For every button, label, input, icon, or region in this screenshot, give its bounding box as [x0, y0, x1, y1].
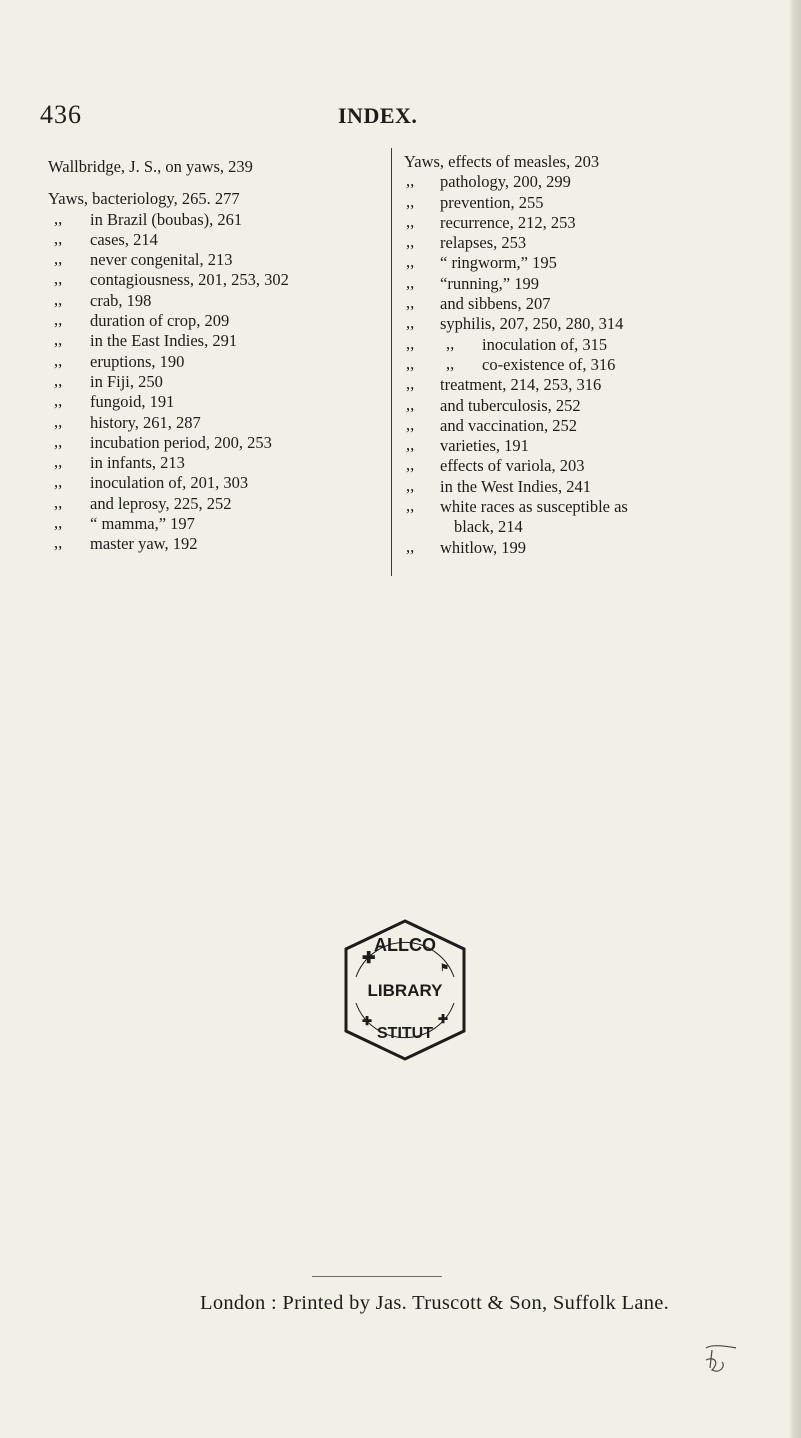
index-entry [404, 193, 784, 213]
index-entry [404, 355, 784, 375]
ditto-mark: ,, [406, 536, 415, 556]
index-entry-text: and tuberculosis, 252 [440, 395, 581, 415]
index-entry [404, 477, 784, 497]
imprint-rule [312, 1276, 442, 1277]
index-entry [48, 157, 388, 177]
sub-sub-entry [440, 355, 615, 374]
running-head: INDEX. [338, 103, 418, 128]
index-entry [48, 189, 388, 209]
column-divider [391, 148, 392, 576]
ditto-mark: ,, [406, 293, 415, 313]
index-entry [404, 416, 784, 436]
index-entry [404, 314, 784, 334]
index-entry [48, 210, 388, 230]
index-entry-text: black, 214 [454, 517, 523, 537]
ditto-mark: ,, [406, 333, 415, 353]
index-entry-text: inoculation of, 315 [482, 334, 608, 354]
index-entry [404, 213, 784, 233]
svg-text:✚: ✚ [362, 950, 376, 967]
index-entry [48, 433, 388, 453]
index-entry-text: recurrence, 212, 253 [440, 212, 576, 232]
ditto-mark: ,, [406, 313, 415, 333]
index-entry [404, 274, 784, 294]
ditto-mark: ,, [406, 374, 415, 394]
index-entry [48, 453, 388, 473]
page-number: 436 [40, 100, 82, 129]
stamp-bottom-arc-text: STITUT [377, 1025, 433, 1042]
index-entry-text: effects of variola, 203 [440, 456, 585, 476]
ditto-mark: ,, [54, 533, 63, 553]
index-entry [48, 514, 388, 534]
index-entry-text: white races as susceptible as [440, 497, 628, 517]
index-entry [404, 335, 784, 355]
index-entry-text: in Brazil (boubas), 261 [90, 209, 243, 229]
ditto-mark: ,, [406, 272, 415, 292]
ditto-mark: ,, [446, 353, 455, 373]
ditto-mark: ,, [54, 370, 63, 390]
index-entry-text: in infants, 213 [90, 453, 185, 473]
index-entry-text: pathology, 200, 299 [440, 172, 571, 192]
ditto-mark: ,, [446, 333, 455, 353]
index-column-left [48, 157, 388, 555]
index-entry [48, 494, 388, 514]
index-entry [404, 436, 784, 456]
pencil-mark [700, 1340, 740, 1380]
index-entry [48, 413, 388, 433]
library-stamp [340, 915, 470, 1065]
index-entry-text: “running,” 199 [440, 273, 539, 293]
index-entry [404, 538, 784, 558]
ditto-mark: ,, [54, 330, 63, 350]
index-entry-text: crab, 198 [90, 290, 152, 310]
index-entry [404, 233, 784, 253]
index-column-right [404, 152, 784, 558]
index-entry-text: relapses, 253 [440, 233, 527, 253]
ditto-mark: ,, [406, 475, 415, 495]
index-entry-text: and sibbens, 207 [440, 294, 551, 314]
ditto-mark: ,, [406, 414, 415, 434]
index-entry [48, 392, 388, 412]
ditto-mark: ,, [406, 455, 415, 475]
index-entry [404, 456, 784, 476]
ditto-mark: ,, [54, 452, 63, 472]
index-entry-text: in Fiji, 250 [90, 371, 163, 391]
index-entry-text: Yaws, bacteriology, 265. 277 [48, 189, 240, 209]
index-entry-text: treatment, 214, 253, 316 [440, 375, 602, 395]
ditto-mark: ,, [54, 249, 63, 269]
index-entry [48, 311, 388, 331]
index-entry-text: contagiousness, 201, 253, 302 [90, 270, 289, 290]
index-entry [404, 396, 784, 416]
ditto-mark: ,, [406, 211, 415, 231]
index-entry-text: fungoid, 191 [90, 392, 175, 412]
ditto-mark: ,, [54, 208, 63, 228]
ditto-mark: ,, [406, 171, 415, 191]
ditto-mark: ,, [406, 353, 415, 373]
index-entry [404, 152, 784, 172]
ditto-mark: ,, [54, 411, 63, 431]
page-edge-shadow [789, 0, 801, 1438]
ditto-mark: ,, [54, 472, 63, 492]
ditto-mark: ,, [54, 513, 63, 533]
index-entry-text: Yaws, effects of measles, 203 [404, 152, 600, 171]
index-entry-text: eruptions, 190 [90, 351, 185, 371]
index-entry-text: “ ringworm,” 195 [440, 253, 557, 273]
index-entry [48, 250, 388, 270]
index-entry-text: “ mamma,” 197 [90, 514, 195, 534]
ditto-mark: ,, [406, 232, 415, 252]
index-entry-text: inoculation of, 201, 303 [90, 473, 249, 493]
index-entry [404, 375, 784, 395]
svg-text:✚: ✚ [438, 1012, 449, 1026]
ditto-mark: ,, [54, 269, 63, 289]
ditto-mark: ,, [54, 350, 63, 370]
index-entry-text: varieties, 191 [440, 436, 529, 456]
ditto-mark: ,, [54, 492, 63, 512]
sub-sub-entry [440, 335, 607, 354]
ditto-mark: ,, [406, 191, 415, 211]
index-entry [404, 517, 784, 537]
ditto-mark: ,, [406, 394, 415, 414]
index-entry-text: cases, 214 [90, 229, 158, 249]
index-entry-text: duration of crop, 209 [90, 311, 230, 331]
ditto-mark: ,, [406, 496, 415, 516]
index-entry-text: and vaccination, 252 [440, 415, 577, 435]
svg-text:⚑: ⚑ [440, 963, 449, 974]
ditto-mark: ,, [54, 310, 63, 330]
index-entry [48, 230, 388, 250]
index-entry-text: in the West Indies, 241 [440, 476, 591, 496]
stamp-center-text: LIBRARY [367, 981, 443, 1000]
index-entry [48, 372, 388, 392]
index-entry-text: never congenital, 213 [90, 250, 233, 270]
index-entry-text: incubation period, 200, 253 [90, 432, 272, 452]
index-entry-text: master yaw, 192 [90, 534, 198, 554]
ditto-mark: ,, [406, 435, 415, 455]
index-entry-text: prevention, 255 [440, 192, 544, 212]
index-entry-text: syphilis, 207, 250, 280, 314 [440, 314, 624, 334]
index-entry [404, 253, 784, 273]
ditto-mark: ,, [54, 391, 63, 411]
index-entry [48, 352, 388, 372]
index-entry [48, 473, 388, 493]
svg-text:✚: ✚ [362, 1014, 373, 1028]
index-entry [48, 331, 388, 351]
ditto-mark: ,, [54, 228, 63, 248]
entry-gap [48, 177, 388, 189]
index-entry-text: co-existence of, 316 [482, 354, 616, 374]
index-entry [48, 270, 388, 290]
index-entry [404, 172, 784, 192]
index-entry-text: whitlow, 199 [440, 537, 527, 557]
index-entry-text: in the East Indies, 291 [90, 331, 238, 351]
index-entry-text: history, 261, 287 [90, 412, 201, 432]
index-entry [48, 291, 388, 311]
index-entry [404, 294, 784, 314]
index-entry-text: and leprosy, 225, 252 [90, 493, 232, 513]
printer-imprint: London : Printed by Jas. Truscott & Son, Suffolk Lane. [200, 1292, 670, 1314]
index-entry [48, 534, 388, 554]
index-entry [404, 497, 784, 517]
ditto-mark: ,, [406, 252, 415, 272]
ditto-mark: ,, [54, 431, 63, 451]
index-entry-text: Wallbridge, J. S., on yaws, 239 [48, 157, 253, 176]
stamp-top-arc-text: ALLCO [374, 935, 436, 955]
ditto-mark: ,, [54, 289, 63, 309]
